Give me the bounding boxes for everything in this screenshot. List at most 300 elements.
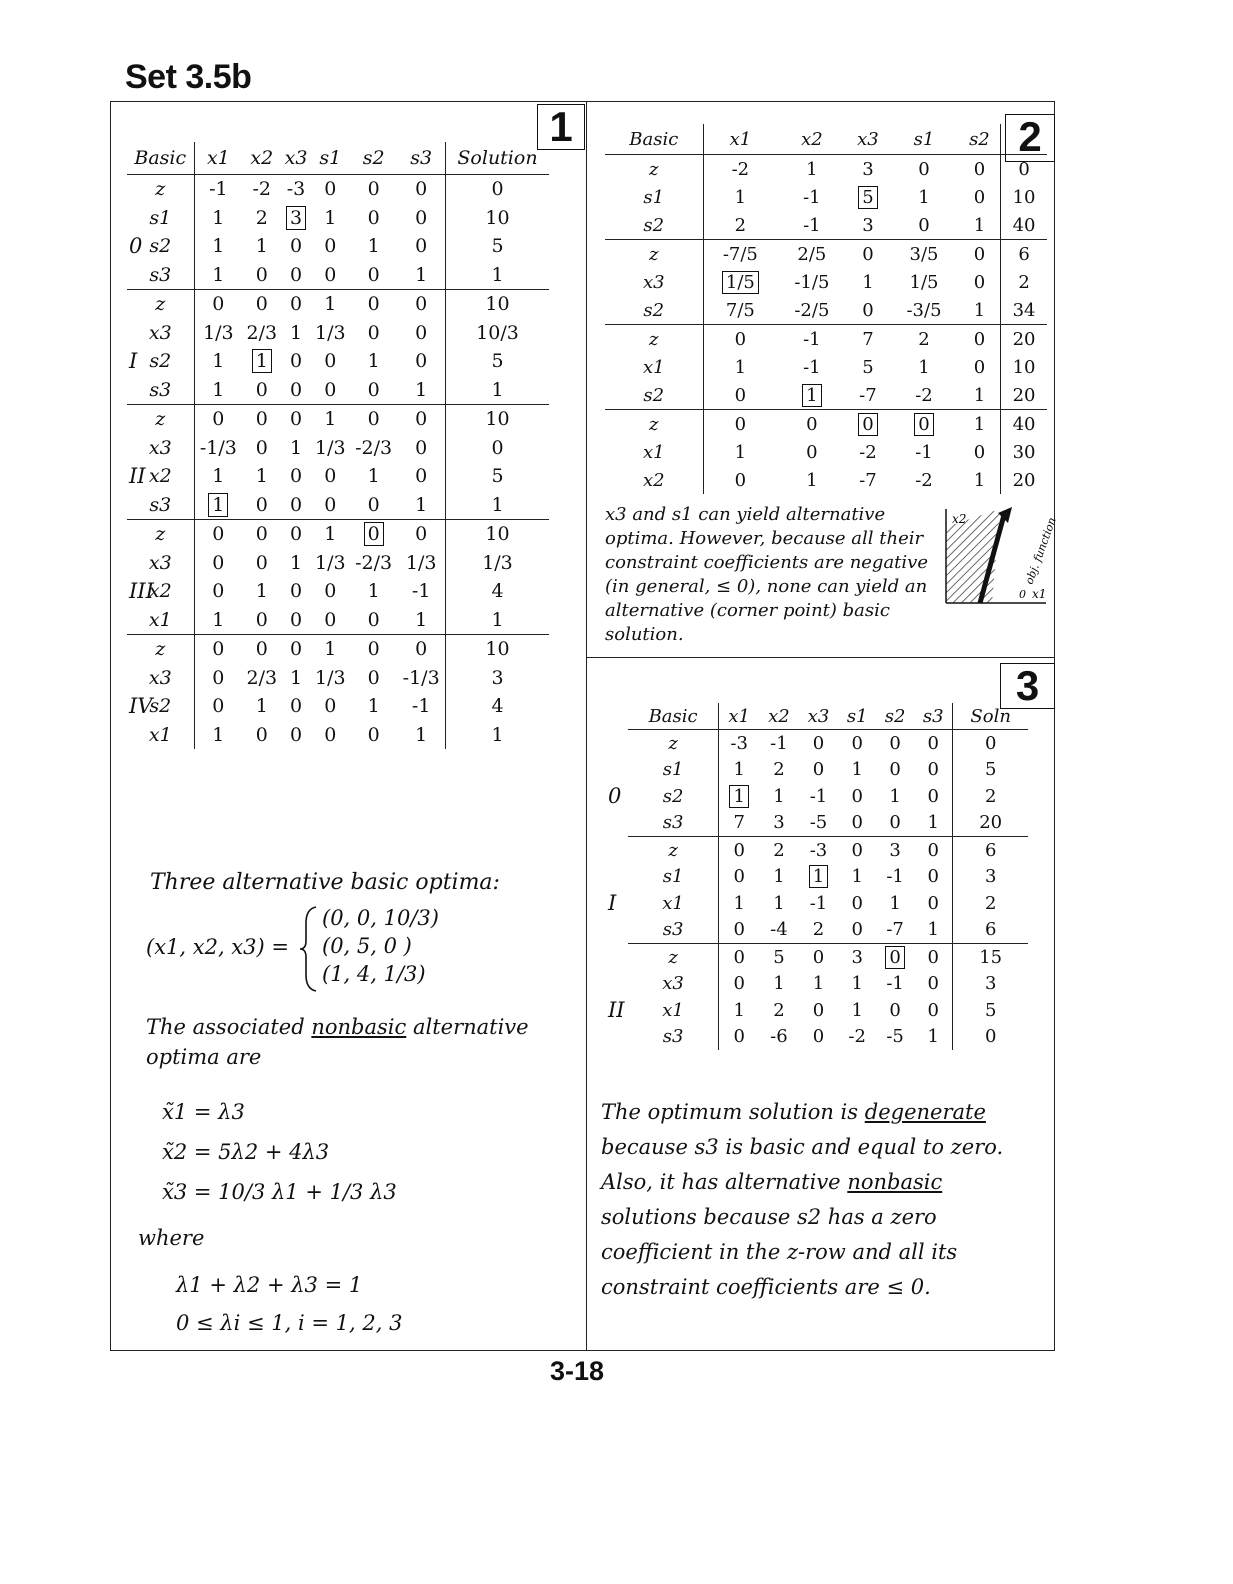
table-cell	[759, 864, 799, 891]
table-cell	[397, 290, 445, 319]
table-cell	[445, 692, 549, 721]
table-cell	[311, 261, 350, 290]
table-cell	[777, 410, 846, 439]
cell-value: 0	[491, 178, 504, 201]
table-cell	[127, 290, 194, 319]
table-cell	[281, 491, 310, 520]
page-number: 3-18	[550, 1356, 605, 1386]
table-cell	[628, 730, 719, 757]
table-cell	[397, 434, 445, 463]
cell-value: 1	[324, 293, 337, 316]
cell-value: 0	[889, 759, 901, 781]
table-cell	[799, 997, 839, 1024]
cell-value: s2	[643, 299, 665, 321]
cell-value: -3	[286, 178, 306, 201]
iteration-label: II	[129, 464, 146, 488]
cell-value: -3	[809, 839, 828, 861]
table-cell	[759, 783, 799, 810]
table-cell	[759, 917, 799, 944]
cell-value: 2	[984, 892, 997, 914]
table-cell	[311, 577, 350, 606]
table-cell	[759, 1024, 799, 1051]
nonbasic-word: nonbasic	[311, 1015, 407, 1039]
table-cell	[281, 664, 310, 693]
cell-value: 1	[415, 263, 428, 286]
table-cell	[1001, 438, 1047, 466]
column-header: s1	[838, 703, 876, 730]
table-cell	[350, 664, 397, 693]
cell-value: 0	[889, 999, 901, 1021]
optimum-1: (0, 0, 10/3)	[322, 906, 439, 930]
table-cell	[397, 261, 445, 290]
table-cell	[350, 347, 397, 376]
cell-value: 0	[212, 293, 225, 316]
table-cell	[953, 971, 1028, 998]
cell-value: 0	[734, 469, 747, 491]
cell-value: 1	[889, 785, 901, 807]
z-row	[127, 290, 549, 319]
cell-value: 1/3	[314, 666, 346, 689]
cell-value: 3	[773, 812, 785, 834]
cell-value: 0	[415, 206, 428, 229]
cell-value: 1/3	[314, 551, 346, 574]
cell-value: -1/3	[402, 666, 440, 689]
table-cell	[445, 462, 549, 491]
z-row	[127, 635, 549, 664]
table-cell	[350, 376, 397, 405]
note-3-nonbasic: nonbasic	[847, 1170, 943, 1194]
cell-value: 10	[485, 408, 510, 431]
cell-value: 30	[1012, 441, 1036, 463]
cell-value: 1	[733, 759, 745, 781]
cell-value: -1	[809, 785, 828, 807]
cell-value: 6	[1018, 243, 1030, 265]
table-cell	[889, 211, 958, 240]
table-cell	[703, 211, 777, 240]
column-header: Soln	[953, 703, 1028, 730]
problem-3-badge: 3	[1000, 663, 1055, 709]
table-cell	[242, 347, 281, 376]
table-cell	[876, 837, 914, 864]
table-cell	[703, 381, 777, 410]
cell-value: 1	[927, 919, 939, 941]
table-cell	[628, 810, 719, 837]
cell-value: 10	[485, 638, 510, 661]
cell-value: 3	[984, 866, 997, 888]
cell-value: s3	[149, 263, 172, 286]
table-cell	[799, 917, 839, 944]
cell-value: z	[155, 638, 166, 661]
cell-value: x1	[642, 441, 665, 463]
table-cell	[194, 319, 242, 348]
table-cell	[281, 261, 310, 290]
column-header	[1001, 124, 1047, 155]
cell-value: 0	[973, 158, 986, 180]
cell-value: 0	[255, 378, 268, 401]
column-header: x3	[281, 142, 310, 175]
table-cell	[953, 944, 1028, 971]
table-cell	[281, 232, 310, 261]
table-cell	[445, 290, 549, 319]
cell-value: 2/3	[246, 321, 278, 344]
table-row	[628, 997, 1028, 1024]
table-cell	[194, 606, 242, 635]
cell-value: -1	[803, 186, 821, 208]
table-cell	[777, 211, 846, 240]
table-cell	[397, 520, 445, 549]
cell-value: 1	[367, 580, 380, 603]
cell-value: z	[649, 158, 659, 180]
table-cell	[281, 290, 310, 319]
table-cell	[242, 692, 281, 721]
cell-value: 2	[773, 839, 785, 861]
table-cell	[194, 692, 242, 721]
table-cell	[959, 268, 1001, 296]
cell-value: 0	[415, 523, 428, 546]
cell-value: 3	[286, 206, 306, 230]
table-cell	[759, 997, 799, 1024]
table-cell	[959, 183, 1001, 211]
table-cell	[350, 692, 397, 721]
cell-value: 0	[324, 178, 337, 201]
table-cell	[838, 971, 876, 998]
cell-value: 0	[851, 812, 863, 834]
cell-value: 0	[927, 839, 939, 861]
table-cell	[194, 635, 242, 664]
graph-x1-label: x1	[1032, 587, 1047, 601]
cell-value: 1	[208, 493, 228, 517]
cell-value: -1	[915, 441, 933, 463]
table-row	[127, 204, 549, 233]
table-row	[628, 810, 1028, 837]
table-cell	[350, 606, 397, 635]
table-cell	[628, 997, 719, 1024]
table-cell	[194, 175, 242, 204]
cell-value: x3	[148, 436, 172, 459]
column-header: s2	[959, 124, 1001, 155]
cell-value: -3	[730, 732, 748, 754]
table-cell	[838, 890, 876, 917]
cell-value: 1	[734, 356, 747, 378]
cell-value: 0	[973, 271, 986, 293]
table-cell	[605, 353, 703, 381]
table-cell	[959, 211, 1001, 240]
cell-value: 0	[367, 378, 380, 401]
table-cell	[914, 810, 953, 837]
cell-value: 1	[255, 580, 268, 603]
table-cell	[281, 549, 310, 578]
cell-value: 0	[734, 384, 747, 406]
table-cell	[953, 783, 1028, 810]
table-cell	[847, 296, 890, 325]
cell-value: 0	[255, 608, 268, 631]
cell-value: 4	[491, 580, 504, 603]
table-cell	[1001, 353, 1047, 381]
cell-value: -1	[803, 214, 821, 236]
cell-value: 1	[255, 695, 268, 718]
cell-value: 2	[255, 206, 268, 229]
note-3-degenerate: degenerate	[864, 1100, 986, 1124]
table-cell	[242, 261, 281, 290]
cell-value: 1	[973, 299, 986, 321]
table-cell	[127, 376, 194, 405]
table-cell	[311, 721, 350, 750]
cell-value: 0	[212, 408, 225, 431]
table-cell	[777, 240, 846, 269]
cell-value: 1	[289, 436, 303, 459]
table-cell	[311, 462, 350, 491]
table-cell	[311, 549, 350, 578]
z-row	[605, 240, 1047, 269]
cell-value: 7	[862, 328, 874, 350]
table-cell	[703, 438, 777, 466]
cell-value: 5	[773, 946, 785, 968]
table-cell	[311, 606, 350, 635]
cell-value: 0	[324, 378, 337, 401]
table-cell	[350, 635, 397, 664]
cell-value: 1	[973, 469, 986, 491]
cell-value: 0	[889, 812, 901, 834]
nonbasic-optima-note	[146, 1012, 586, 1072]
cell-value: 0	[733, 839, 745, 861]
table-cell	[311, 232, 350, 261]
table-cell	[445, 347, 549, 376]
table-cell	[397, 721, 445, 750]
table-row	[628, 971, 1028, 998]
cell-value: 1	[367, 235, 380, 258]
cell-value: -1/5	[794, 271, 830, 293]
cell-value: 0	[289, 263, 303, 286]
table-row	[127, 721, 549, 750]
table-cell	[959, 325, 1001, 354]
table-cell	[759, 971, 799, 998]
cell-value: 0	[862, 243, 874, 265]
cell-value: 2/3	[246, 666, 278, 689]
table-cell	[959, 381, 1001, 410]
cell-value: 3	[862, 158, 874, 180]
cell-value: 0	[367, 638, 380, 661]
problem-3-note	[601, 1095, 1041, 1305]
table-cell	[847, 183, 890, 211]
cell-value: 1	[255, 235, 268, 258]
table-cell	[719, 757, 759, 784]
table-row	[127, 664, 549, 693]
table-cell	[127, 204, 194, 233]
table-cell	[605, 325, 703, 354]
table-cell	[194, 290, 242, 319]
table-cell	[397, 376, 445, 405]
cell-value: 0	[927, 732, 939, 754]
cell-value: 1	[212, 723, 225, 746]
cell-value: 0	[806, 441, 818, 463]
cell-value: 0	[927, 892, 939, 914]
cell-value: 0	[324, 350, 337, 373]
table-cell	[838, 864, 876, 891]
column-header: s1	[889, 124, 958, 155]
cell-value: 0	[212, 580, 225, 603]
cell-value: 0	[364, 522, 384, 546]
table-cell	[350, 319, 397, 348]
table-cell	[889, 268, 958, 296]
cell-value: 0	[324, 465, 337, 488]
cell-value: 1	[889, 892, 901, 914]
table-cell	[959, 466, 1001, 494]
cell-value: 1	[324, 206, 337, 229]
cell-value: 2	[984, 785, 997, 807]
table-cell	[194, 491, 242, 520]
cell-value: 0	[415, 638, 428, 661]
table-cell	[889, 296, 958, 325]
table-cell	[281, 462, 310, 491]
table-cell	[876, 864, 914, 891]
table-cell	[194, 664, 242, 693]
problem-2-tableau	[605, 124, 1047, 494]
cell-value: 1	[491, 263, 504, 286]
cell-value: 0	[367, 723, 380, 746]
cell-value: 0	[415, 350, 428, 373]
section-divider	[586, 657, 1055, 658]
nonbasic-formulas	[162, 1092, 397, 1212]
table-cell	[397, 606, 445, 635]
z-row	[605, 410, 1047, 439]
table-cell	[759, 837, 799, 864]
cell-value: 2/5	[797, 243, 827, 265]
table-cell	[914, 783, 953, 810]
table-cell	[194, 232, 242, 261]
cell-value: 2	[812, 919, 825, 941]
cell-value: 0	[851, 732, 863, 754]
cell-value: 0	[324, 695, 337, 718]
table-cell	[194, 549, 242, 578]
cell-value: 1	[289, 666, 303, 689]
cell-value: -1/3	[199, 436, 237, 459]
cell-value: 7	[733, 812, 745, 834]
cell-value: 0	[367, 293, 380, 316]
cell-value: 0	[812, 759, 825, 781]
cell-value: 1	[802, 384, 821, 407]
table-cell	[847, 211, 890, 240]
table-cell	[628, 917, 719, 944]
table-cell	[445, 204, 549, 233]
table-cell	[311, 635, 350, 664]
table-cell	[311, 376, 350, 405]
cell-value: 0	[812, 1026, 825, 1048]
cell-value: 1	[773, 866, 785, 888]
table-row	[605, 268, 1047, 296]
cell-value: 10	[1012, 186, 1036, 208]
table-cell	[242, 434, 281, 463]
cell-value: 1	[729, 785, 748, 808]
table-cell	[953, 890, 1028, 917]
table-cell	[719, 917, 759, 944]
cell-value: 0	[289, 695, 303, 718]
table-row	[628, 890, 1028, 917]
cell-value: 1	[734, 186, 747, 208]
cell-value: 1/3	[405, 551, 437, 574]
cell-value: 0	[255, 263, 268, 286]
cell-value: 1	[973, 214, 986, 236]
cell-value: 0	[734, 413, 747, 435]
cell-value: 0	[324, 608, 337, 631]
table-cell	[719, 783, 759, 810]
table-cell	[397, 635, 445, 664]
column-header: s2	[876, 703, 914, 730]
cell-value: 1	[773, 785, 785, 807]
z-row	[628, 730, 1028, 757]
cell-value: 6	[984, 839, 997, 861]
table-cell	[350, 290, 397, 319]
table-cell	[703, 325, 777, 354]
cell-value: 0	[491, 436, 504, 459]
cell-value: x3	[148, 321, 172, 344]
table-cell	[397, 549, 445, 578]
table-cell	[719, 890, 759, 917]
table-cell	[703, 296, 777, 325]
cell-value: -2/3	[355, 551, 393, 574]
cell-value: 0	[367, 408, 380, 431]
cell-value: -6	[770, 1026, 788, 1048]
cell-value: 0	[927, 946, 939, 968]
cell-value: 0	[255, 723, 268, 746]
cell-value: -1	[209, 178, 228, 201]
cell-value: 0	[927, 785, 939, 807]
cell-value: 1	[252, 349, 272, 373]
table-cell	[127, 721, 194, 750]
cell-value: 0	[927, 759, 939, 781]
cell-value: 0	[367, 493, 380, 516]
table-cell	[127, 261, 194, 290]
table-cell	[914, 944, 953, 971]
cell-value: 1	[806, 469, 818, 491]
table-cell	[953, 810, 1028, 837]
cell-value: 1	[733, 892, 745, 914]
cell-value: 0	[289, 493, 303, 516]
cell-value: 0	[367, 321, 380, 344]
table-cell	[311, 520, 350, 549]
table-row	[628, 1024, 1028, 1051]
cell-value: 1/5	[722, 271, 759, 294]
cell-value: 0	[212, 638, 225, 661]
cell-value: 0	[415, 321, 428, 344]
column-header: Basic	[127, 142, 194, 175]
cell-value: 0	[984, 732, 997, 754]
table-cell	[799, 757, 839, 784]
cell-value: 0	[289, 378, 303, 401]
table-cell	[127, 520, 194, 549]
cell-value: -1	[803, 356, 821, 378]
column-header: s1	[311, 142, 350, 175]
table-cell	[242, 606, 281, 635]
cell-value: 0	[289, 465, 303, 488]
table-cell	[1001, 466, 1047, 494]
table-cell	[397, 491, 445, 520]
nonbasic-text-3: optima are	[146, 1045, 262, 1069]
cell-value: -7	[859, 384, 877, 406]
optima-brace	[298, 905, 320, 993]
cell-value: z	[649, 328, 659, 350]
cell-value: 5	[491, 235, 504, 258]
cell-value: s1	[662, 866, 684, 888]
table-cell	[350, 491, 397, 520]
cell-value: 1	[367, 350, 380, 373]
table-cell	[1001, 268, 1047, 296]
table-cell	[847, 240, 890, 269]
table-cell	[194, 347, 242, 376]
cell-value: 2	[918, 328, 930, 350]
cell-value: 3	[862, 214, 874, 236]
table-row	[127, 347, 549, 376]
cell-value: x1	[148, 608, 172, 631]
